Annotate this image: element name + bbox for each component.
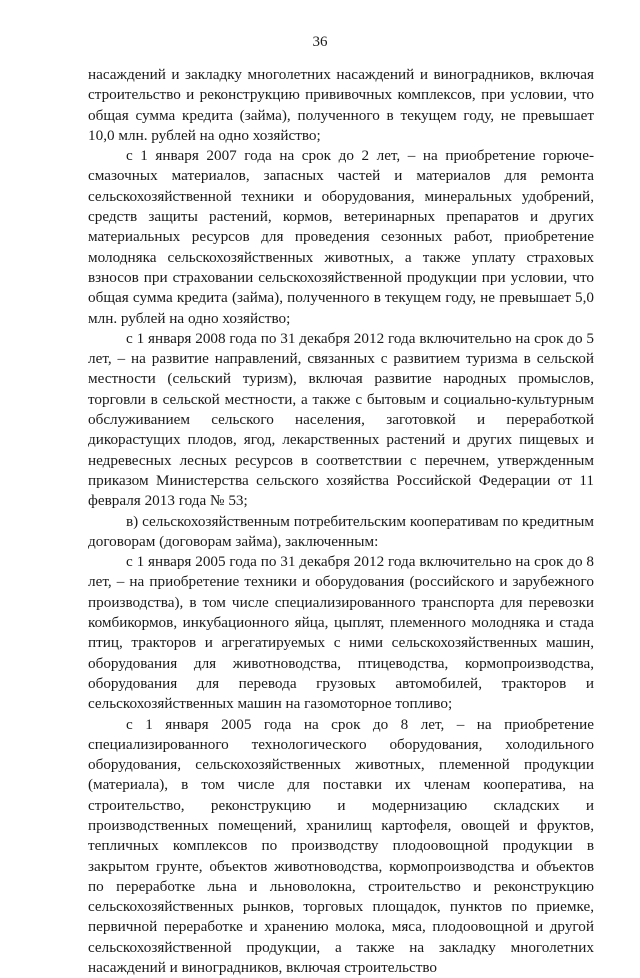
paragraph-cooperatives-equipment: с 1 января 2005 года по 31 декабря 2012 года включительно на срок до 8 лет, – на приобретение техники и оборудования (российского и зарубежного производства), в том числе специализированного транспорта для перевозки комбикормов, инкубационного яйца, цыплят, племенного молодняка и стада птиц, тракторов и агрегатируемых с ними сельскохозяйственных машин, оборудования для животноводства, птицеводства, кормопроизводства, оборудования для перевода грузовых автомобилей, тракторов и сельскохозяйственных машин на газомоторное топливо; [88, 552, 594, 714]
page-number: 36 [0, 33, 640, 51]
paragraph-cooperatives-intro: в) сельскохозяйственным потребительским кооперативам по кредитным договорам (договорам займа), заключенным: [88, 512, 594, 553]
paragraph-rural-tourism: с 1 января 2008 года по 31 декабря 2012 года включительно на срок до 5 лет, – на развитие направлений, связанных с развитием туризма в сельской местности (сельский туризм), включая развитие народных промыслов, торговли в сельской местности, а также с бытовым и социально-культурным обслуживанием сельского населения, заготовкой и переработкой дикорастущих плодов, ягод, лекарственных растений и других пищевых и недревесных лесных ресурсов в соответствии с перечнем, утвержденным приказом Министерства сельского хозяйства Российской Федерации от 11 февраля 2013 года № 53; [88, 329, 594, 512]
paragraph-cooperatives-construction: с 1 января 2005 года на срок до 8 лет, – на приобретение специализированного технологического оборудования, холодильного оборудования, сельскохозяйственных животных, племенной продукции (материала), в том числе для поставки их членам кооператива, на строительство, реконструкцию и модернизацию складских и производственных помещений, хранилищ картофеля, овощей и фруктов, тепличных комплексов по производству плодоовощной продукции в закрытом грунте, объектов животноводства, кормопроизводства и объектов по переработке льна и льноволокна, строительство и реконструкцию сельскохозяйственных рынков, торговых площадок, пунктов по приемке, первичной переработке и хранению молока, мяса, плодоовощной и другой сельскохозяйственной продукции, а также на закладку многолетних насаждений и виноградников, включая строительство [88, 715, 594, 978]
paragraph-fuel-and-materials: с 1 января 2007 года на срок до 2 лет, – на приобретение горюче-смазочных материалов, запасных частей и материалов для ремонта сельскохозяйственной техники и оборудования, минеральных удобрений, средств защиты растений, кормов, ветеринарных препаратов и других материальных ресурсов для проведения сезонных работ, приобретение молодняка сельскохозяйственных животных, а также уплату страховых взносов при страховании сельскохозяйственной продукции при условии, что общая сумма кредита (займа), полученного в текущем году, не превышает 5,0 млн. рублей на одно хозяйство; [88, 146, 594, 329]
document-body [88, 65, 594, 978]
paragraph-continuation: насаждений и закладку многолетних насаждений и виноградников, включая строительство и реконструкцию прививочных комплексов, при условии, что общая сумма кредита (займа), полученного в текущем году, не превышает 10,0 млн. рублей на одно хозяйство; [88, 65, 594, 146]
